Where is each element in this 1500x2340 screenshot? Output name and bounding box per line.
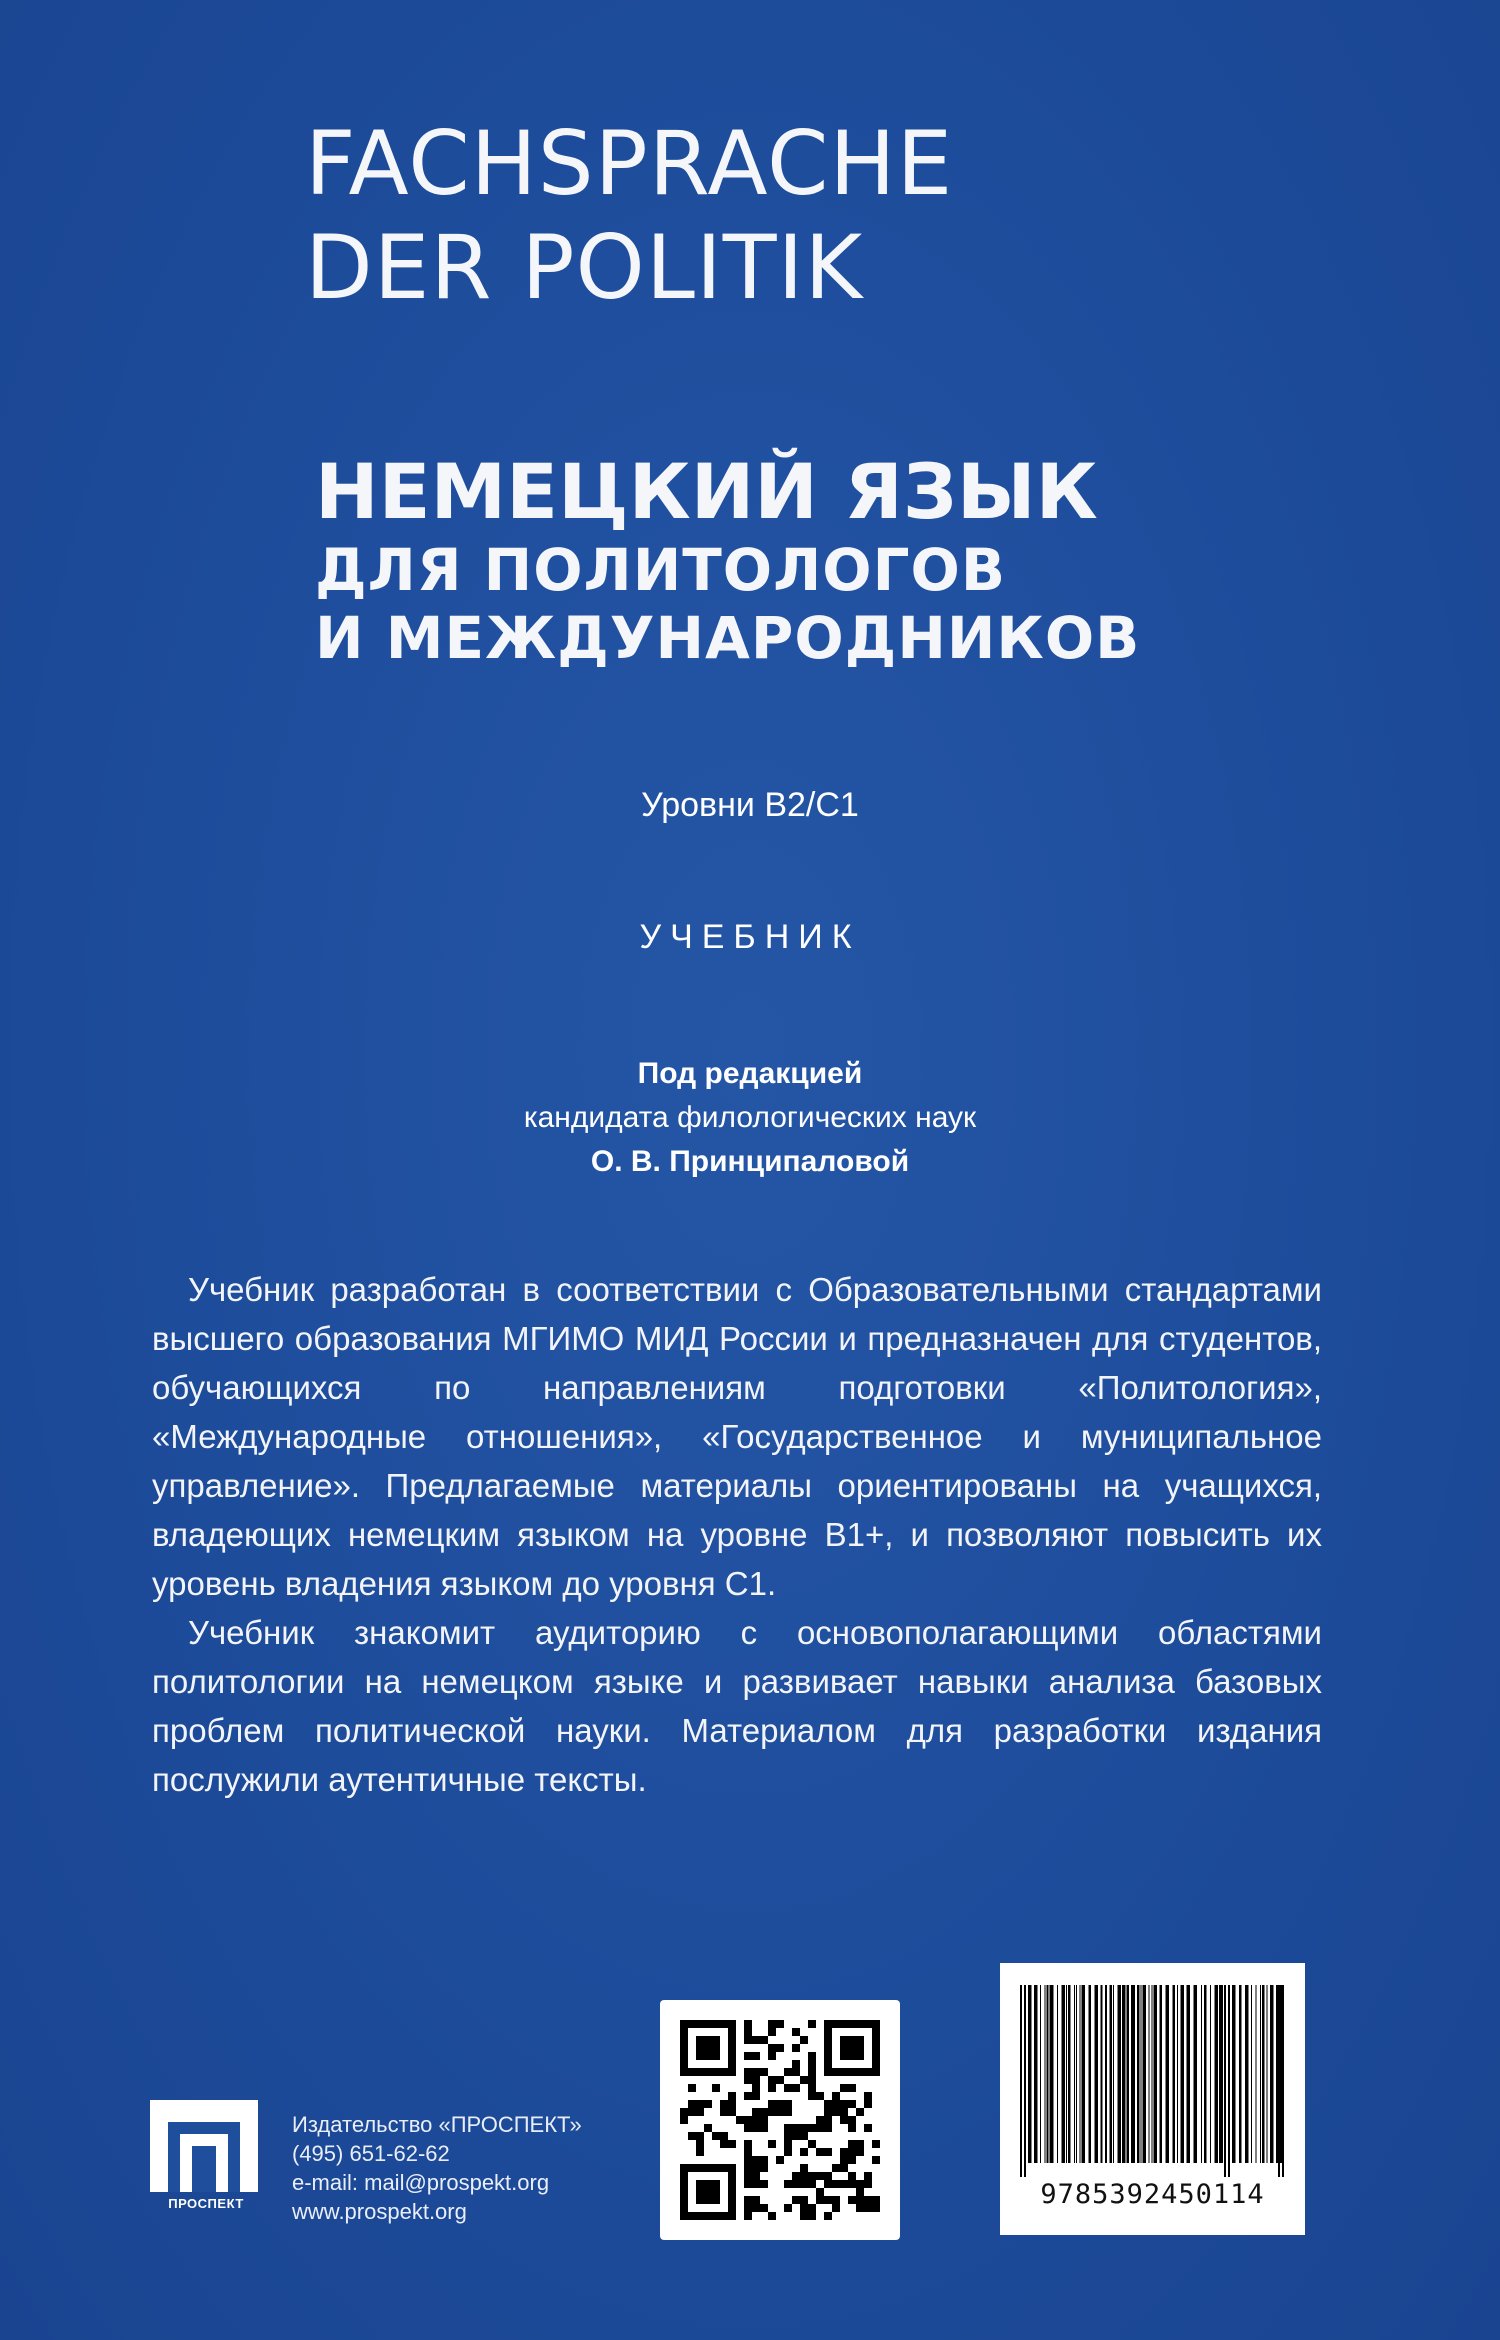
language-levels	[0, 786, 1500, 825]
publisher-website: www.prospekt.org	[292, 2199, 467, 2224]
book-description	[152, 1265, 1322, 1804]
title-german	[305, 112, 1205, 320]
description-paragraph-1: Учебник разработан в соответствии с Образовательными стандартами высшего образования МГИМО МИД России и предназначен для студентов, обучающихся по направлениям подготовки «Политология», «Международные отношения», «Государственное и муниципальное управление». Предлагаемые материалы ориентированы на учащихся, владеющих немецким языком на уровне B1+, и позволяют повысить их уровень владения языком до уровня C1.	[152, 1271, 1322, 1602]
qr-code	[660, 2000, 900, 2240]
isbn-barcode	[1000, 1963, 1305, 2235]
title-german-line-2: DER POLITIK	[305, 216, 864, 319]
editor-credit	[0, 1052, 1500, 1184]
publisher-name: Издательство «ПРОСПЕКТ»	[292, 2112, 582, 2137]
publisher-phone: (495) 651-62-62	[292, 2141, 450, 2166]
qr-code-icon	[680, 2020, 880, 2220]
publisher-email: e-mail: mail@prospekt.org	[292, 2170, 550, 2195]
title-russian-line-2: ДЛЯ ПОЛИТОЛОГОВ	[315, 536, 1007, 604]
title-russian	[315, 448, 1215, 672]
book-type: УЧЕБНИК	[639, 918, 861, 956]
editor-credit-line-1: Под редакцией	[637, 1057, 863, 1090]
barcode-icon	[1018, 1985, 1288, 2177]
editor-name: О. В. Принципаловой	[590, 1145, 910, 1178]
title-russian-line-3: И МЕЖДУНАРОДНИКОВ	[315, 604, 1141, 672]
publisher-logo-text: ПРОСПЕКТ	[168, 2196, 244, 2211]
isbn-digits: 9785392450114	[1040, 2179, 1265, 2210]
description-paragraph-2: Учебник знакомит аудиторию с основополагающими областями политологии на немецком языке и развивает навыки анализа базовых проблем политической науки. Материалом для разработки издания послужили аутентичные тексты.	[152, 1614, 1322, 1798]
publisher-contacts	[292, 2110, 582, 2226]
language-levels-text: Уровни B2/C1	[641, 786, 859, 824]
editor-credit-line-2: кандидата филологических наук	[523, 1101, 977, 1134]
title-russian-line-1: НЕМЕЦКИЙ ЯЗЫК	[315, 447, 1098, 536]
title-german-line-1: FACHSPRACHE	[305, 112, 954, 215]
